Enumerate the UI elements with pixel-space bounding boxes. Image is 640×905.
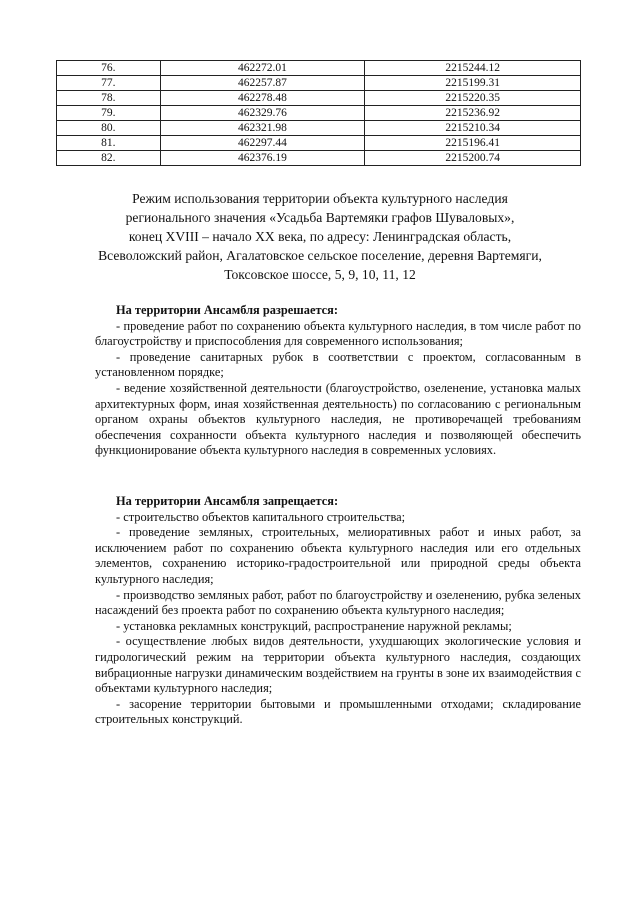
point-number: 76. xyxy=(57,61,161,76)
coord-x: 462297.44 xyxy=(160,136,365,151)
coord-x: 462278.48 xyxy=(160,91,365,106)
coord-y: 2215244.12 xyxy=(365,61,581,76)
coord-x: 462321.98 xyxy=(160,121,365,136)
allowed-item: - проведение санитарных рубок в соответствии с проектом, согласованным в установленном порядке; xyxy=(95,349,581,380)
title-line: Токсовское шоссе, 5, 9, 10, 11, 12 xyxy=(224,267,416,282)
point-number: 78. xyxy=(57,91,161,106)
point-number: 79. xyxy=(57,106,161,121)
forbidden-item: - проведение земляных, строительных, мелиоративных работ и иных работ, за исключением работ по сохранению объекта культурного наследия или его отдельных элементов, сохранению историко-градостроительной или природной среды объекта культурного наследия; xyxy=(95,525,581,586)
table-row xyxy=(57,61,581,76)
forbidden-heading: На территории Ансамбля запрещается: xyxy=(116,494,339,508)
point-number: 81. xyxy=(57,136,161,151)
title-line: Режим использования территории объекта культурного наследия xyxy=(132,191,508,206)
forbidden-section xyxy=(95,494,581,728)
forbidden-item: - производство земляных работ, работ по благоустройству и озеленению, рубка зеленых насаждений без проекта работ по сохранению объекта культурного наследия; xyxy=(95,587,581,618)
coord-x: 462257.87 xyxy=(160,76,365,91)
forbidden-item: - осуществление любых видов деятельности, ухудшающих экологические условия и гидрологический режим на территории объекта культурного наследия, создающих вибрационные нагрузки динамическим воздействием на грунты в зоне их взаимодействия с объектами культурного наследия; xyxy=(95,634,581,696)
coord-y: 2215220.35 xyxy=(365,91,581,106)
coord-x: 462329.76 xyxy=(160,106,365,121)
table-row xyxy=(57,106,581,121)
coord-y: 2215196.41 xyxy=(365,136,581,151)
title-line: Всеволожский район, Агалатовское сельское поселение, деревня Вартемяги, xyxy=(98,248,542,263)
point-number: 80. xyxy=(57,121,161,136)
table-row xyxy=(57,76,581,91)
coord-y: 2215210.34 xyxy=(365,121,581,136)
coord-y: 2215236.92 xyxy=(365,106,581,121)
table-row xyxy=(57,151,581,166)
forbidden-item: - установка рекламных конструкций, распространение наружной рекламы; xyxy=(116,618,512,633)
forbidden-item: - засорение территории бытовыми и промышленными отходами; складирование строительных конструкций. xyxy=(95,696,581,727)
coord-x: 462376.19 xyxy=(160,151,365,166)
point-number: 82. xyxy=(57,151,161,166)
table-row xyxy=(57,136,581,151)
coordinates-table xyxy=(56,60,581,166)
table-row xyxy=(57,91,581,106)
allowed-heading: На территории Ансамбля разрешается: xyxy=(116,303,339,317)
title-line: конец XVIII – начало XX века, по адресу: Ленинградская область, xyxy=(128,229,512,244)
allowed-item: - ведение хозяйственной деятельности (благоустройство, озеленение, установка малых архитектурных форм, иная хозяйственная деятельность) по согласованию с региональным органом охраны объектов культурного наследия, не противоречащей требованиям обеспечения сохранности объекта культурного наследия и позволяющей обеспечить функционирование объекта культурного наследия в современных условиях. xyxy=(95,380,581,458)
allowed-section xyxy=(95,303,581,459)
allowed-item: - проведение работ по сохранению объекта культурного наследия, в том числе работ по благоустройству и приспособления для современного использования; xyxy=(95,318,581,349)
coord-y: 2215199.31 xyxy=(365,76,581,91)
title-line: регионального значения «Усадьба Вартемяки графов Шуваловых», xyxy=(125,210,515,225)
regime-title xyxy=(60,189,580,284)
coord-y: 2215200.74 xyxy=(365,151,581,166)
coord-x: 462272.01 xyxy=(160,61,365,76)
table-row xyxy=(57,121,581,136)
point-number: 77. xyxy=(57,76,161,91)
forbidden-item: - строительство объектов капитального строительства; xyxy=(116,509,406,524)
